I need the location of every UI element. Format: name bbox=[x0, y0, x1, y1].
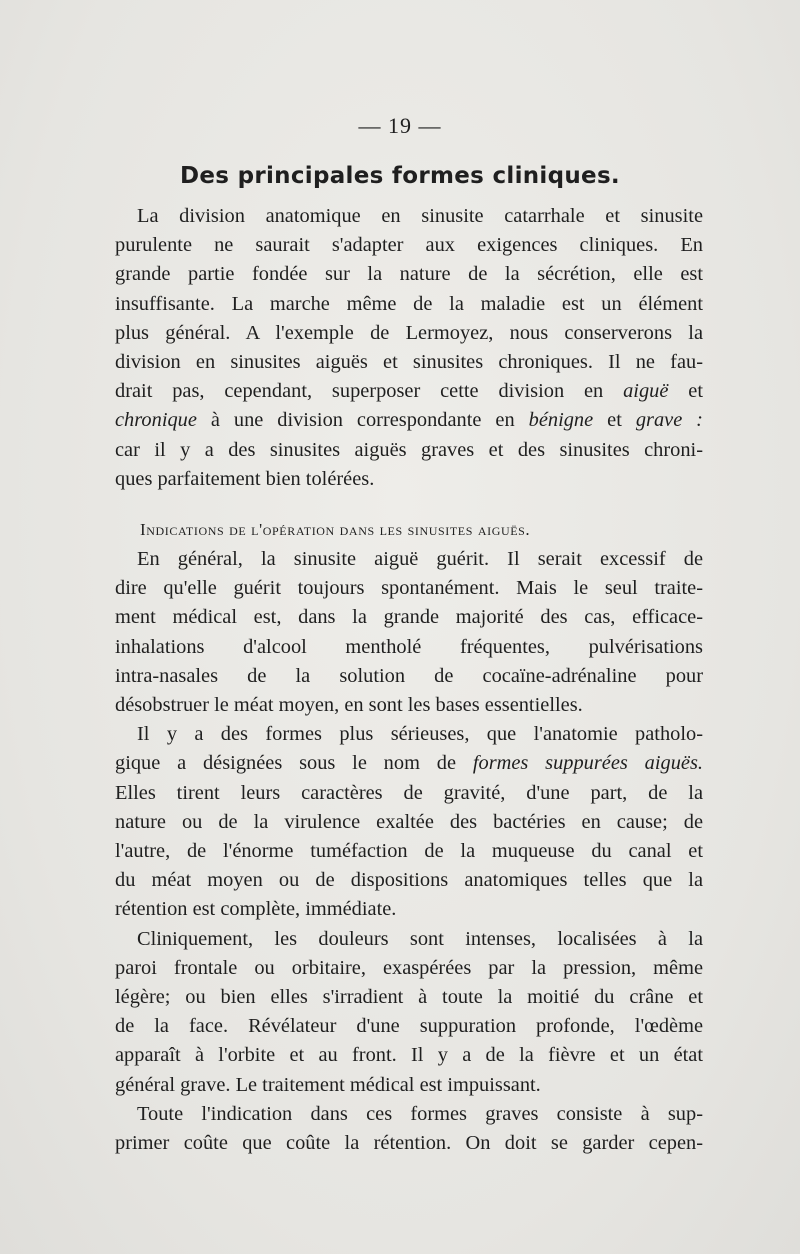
text-line: de la face. Révélateur d'une suppuration profonde, l'œdème bbox=[115, 1015, 703, 1038]
text-segment: et bbox=[607, 409, 622, 432]
text-line: intra-nasales de la solution de cocaïne-adrénaline pour bbox=[115, 664, 703, 687]
paragraph-1 bbox=[115, 202, 703, 494]
text-line: La division anatomique en sinusite catarrhale et sinusite bbox=[137, 205, 703, 227]
text-line: plus général. A l'exemple de Lermoyez, nous conserverons la bbox=[115, 321, 703, 344]
text-line: dire qu'elle guérit toujours spontanément. Mais le seul traite- bbox=[115, 577, 703, 600]
text-segment: drait pas, cependant, superposer cette division en bbox=[115, 380, 604, 403]
italic-text: aiguë bbox=[623, 380, 669, 403]
text-line: légère; ou bien elles s'irradient à toute la moitié du crâne et bbox=[115, 986, 703, 1009]
text-line: inhalations d'alcool mentholé fréquentes, pulvérisations bbox=[115, 635, 703, 658]
text-line: Il y a des formes plus sérieuses, que l'anatomie patholo- bbox=[137, 723, 703, 746]
text-line bbox=[115, 406, 703, 435]
text-line: grande partie fondée sur la nature de la sécrétion, elle est bbox=[115, 263, 703, 286]
text-line: Elles tirent leurs caractères de gravité, d'une part, de la bbox=[115, 781, 703, 804]
text-line: désobstruer le méat moyen, en sont les bases essentielles. bbox=[115, 694, 583, 717]
text-line: ment médical est, dans la grande majorité des cas, efficace- bbox=[115, 606, 703, 629]
text-line: général grave. Le traitement médical est impuissant. bbox=[115, 1073, 541, 1096]
text-line bbox=[115, 749, 703, 778]
text-line: En général, la sinusite aiguë guérit. Il serait excessif de bbox=[137, 548, 703, 570]
text-line: car il y a des sinusites aiguës graves et des sinusites chroni- bbox=[115, 438, 703, 461]
italic-text: chronique bbox=[115, 409, 197, 432]
italic-text: grave : bbox=[635, 409, 703, 432]
section-title: Indications de l'opération dans les sinusites aiguës. bbox=[140, 520, 531, 539]
text-line: du méat moyen ou de dispositions anatomiques telles que la bbox=[115, 869, 703, 892]
text-line: insuffisante. La marche même de la maladie est un élément bbox=[115, 292, 703, 315]
page-number: — 19 — bbox=[358, 113, 442, 138]
text-line: Cliniquement, les douleurs sont intenses, localisées à la bbox=[137, 927, 703, 950]
text-line: nature ou de la virulence exaltée des bactéries en cause; de bbox=[115, 810, 703, 833]
text-segment: et bbox=[688, 380, 703, 403]
text-line: rétention est complète, immédiate. bbox=[115, 898, 397, 921]
text-line: paroi frontale ou orbitaire, exaspérées par la pression, même bbox=[115, 956, 703, 979]
text-line: Toute l'indication dans ces formes graves consiste à sup- bbox=[137, 1102, 703, 1125]
text-segment: à une division correspondante en bbox=[210, 409, 515, 432]
text-line: ques parfaitement bien tolérées. bbox=[115, 467, 375, 490]
text-line bbox=[115, 377, 703, 406]
paragraph-2 bbox=[115, 545, 703, 1158]
text-segment: gique a désignées sous le nom de bbox=[115, 752, 456, 775]
text-line: purulente ne saurait s'adapter aux exigences cliniques. En bbox=[115, 234, 703, 257]
page-heading: Des principales formes cliniques. bbox=[180, 163, 620, 189]
italic-text: bénigne bbox=[528, 409, 594, 432]
italic-text: formes suppurées aiguës. bbox=[472, 752, 703, 775]
text-line: apparaît à l'orbite et au front. Il y a de la fièvre et un état bbox=[115, 1044, 703, 1067]
text-line: primer coûte que coûte la rétention. On doit se garder cepen- bbox=[115, 1132, 703, 1155]
text-line: division en sinusites aiguës et sinusites chroniques. Il ne fau- bbox=[115, 351, 703, 374]
text-line: l'autre, de l'énorme tuméfaction de la muqueuse du canal et bbox=[115, 840, 703, 863]
